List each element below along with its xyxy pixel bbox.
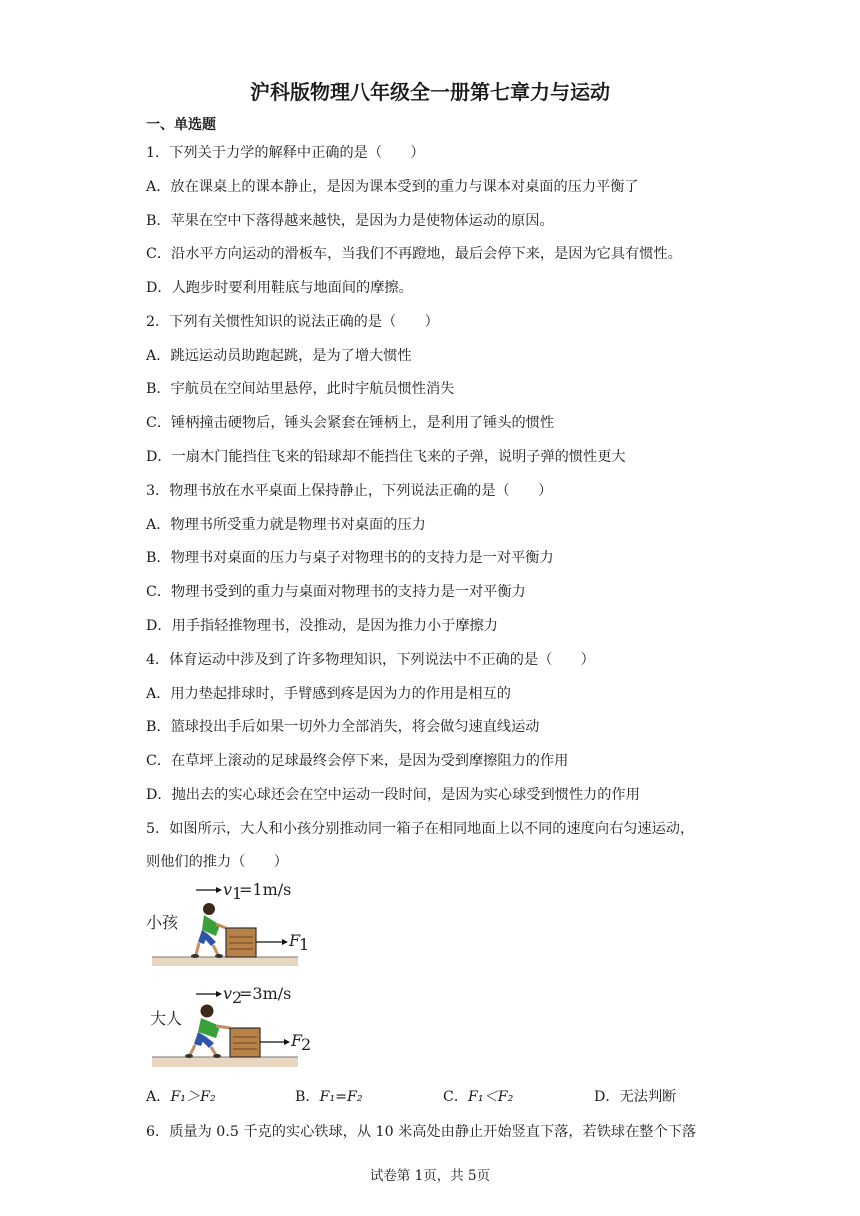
q4-option-b: B．篮球投出手后如果一切外力全部消失，将会做匀速直线运动 — [146, 719, 540, 735]
q6-stem: 6．质量为 0.5 千克的实心铁球，从 10 米高处由静止开始竖直下落，若铁球在整个下落 — [146, 1124, 697, 1140]
q1-option-d: D．人跑步时要利用鞋底与地面间的摩擦。 — [146, 280, 413, 296]
q4-option-c: C．在草坪上滚动的足球最终会停下来，是因为受到摩擦阻力的作用 — [146, 753, 569, 769]
child-label: 小孩 — [146, 913, 179, 932]
q5-option-b-text: F₁=F₂ — [319, 1089, 363, 1105]
q5-option-d-prefix: D． — [594, 1089, 620, 1105]
v2-subscript: 2 — [232, 988, 243, 1007]
f2-label: F — [291, 1031, 303, 1050]
ground-bottom — [152, 1057, 298, 1067]
q5-option-b-prefix: B． — [295, 1089, 320, 1105]
q3-stem: 3．物理书放在水平桌面上保持静止，下列说法正确的是（ ） — [146, 483, 553, 499]
q1-stem: 1．下列关于力学的解释中正确的是（ ） — [146, 145, 425, 161]
q2-stem: 2．下列有关惯性知识的说法正确的是（ ） — [146, 314, 439, 330]
q5-option-c-text: F₁＜F₂ — [468, 1089, 514, 1105]
adult-panel — [150, 984, 311, 1067]
f2-subscript: 2 — [301, 1035, 312, 1054]
f1-subscript: 1 — [299, 935, 310, 954]
q2-option-a: A．跳远运动员助跑起跳，是为了增大惯性 — [146, 348, 412, 364]
q5-option-c — [443, 1086, 513, 1106]
child-panel — [146, 880, 309, 966]
q5-option-d-text: 无法判断 — [619, 1089, 677, 1105]
q1-option-b: B．苹果在空中下落得越来越快，是因为力是使物体运动的原因。 — [146, 213, 554, 229]
v1-subscript: 1 — [232, 884, 243, 903]
ground-top — [152, 957, 298, 966]
q3-option-d: D．用手指轻推物理书，没推动，是因为推力小于摩擦力 — [146, 618, 498, 634]
box-top — [226, 928, 256, 957]
f1-label: F — [289, 931, 301, 950]
document-title: 沪科版物理八年级全一册第七章力与运动 — [250, 80, 610, 104]
section-heading: 一、单选题 — [146, 117, 216, 133]
q3-option-c: C．物理书受到的重力与桌面对物理书的支持力是一对平衡力 — [146, 584, 526, 600]
q2-option-d: D．一扇木门能挡住飞来的铅球却不能挡住飞来的子弹，说明子弹的惯性更大 — [146, 449, 626, 465]
adult-label: 大人 — [150, 1009, 183, 1028]
q5-option-a-prefix: A． — [146, 1089, 171, 1105]
q3-option-b: B．物理书对桌面的压力与桌子对物理书的的支持力是一对平衡力 — [146, 550, 554, 566]
q4-option-a: A．用力垫起排球时，手臂感到疼是因为力的作用是相互的 — [146, 686, 511, 702]
v2-label: v — [223, 984, 233, 1003]
q1-option-a: A．放在课桌上的课本静止，是因为课本受到的重力与课本对桌面的压力平衡了 — [146, 179, 639, 195]
q5-options — [146, 1086, 746, 1108]
v1-value: =1m/s — [239, 880, 292, 899]
q5-option-c-prefix: C． — [443, 1089, 469, 1105]
q5-option-a-text: F₁＞F₂ — [170, 1089, 216, 1105]
box-bottom — [230, 1028, 260, 1057]
q1-option-c: C．沿水平方向运动的滑板车，当我们不再蹬地，最后会停下来，是因为它具有惯性。 — [146, 246, 682, 262]
q5-stem-line2: 则他们的推力（ ） — [146, 854, 288, 870]
q5-option-d — [594, 1086, 676, 1106]
v1-label: v — [223, 880, 233, 899]
q5-option-a — [146, 1086, 216, 1106]
q5-stem-line1: 5．如图所示，大人和小孩分别推动同一箱子在相同地面上以不同的速度向右匀速运动， — [146, 821, 695, 837]
q4-option-d: D．抛出去的实心球还会在空中运动一段时间，是因为实心球受到惯性力的作用 — [146, 787, 640, 803]
q2-option-c: C．锤柄撞击硬物后，锤头会紧套在锤柄上，是利用了锤头的惯性 — [146, 415, 555, 431]
adult-figure — [185, 1005, 230, 1059]
q4-stem: 4．体育运动中涉及到了许多物理知识，下列说法中不正确的是（ ） — [146, 652, 595, 668]
v2-value: =3m/s — [239, 984, 292, 1003]
q3-option-a: A．物理书所受重力就是物理书对桌面的压力 — [146, 517, 426, 533]
q2-option-b: B．宇航员在空间站里悬停，此时宇航员惯性消失 — [146, 381, 455, 397]
child-figure — [191, 903, 226, 958]
q5-option-b — [295, 1086, 363, 1106]
q5-figure — [146, 878, 326, 1074]
page-footer: 试卷第 1页，共 5页 — [369, 1168, 491, 1184]
